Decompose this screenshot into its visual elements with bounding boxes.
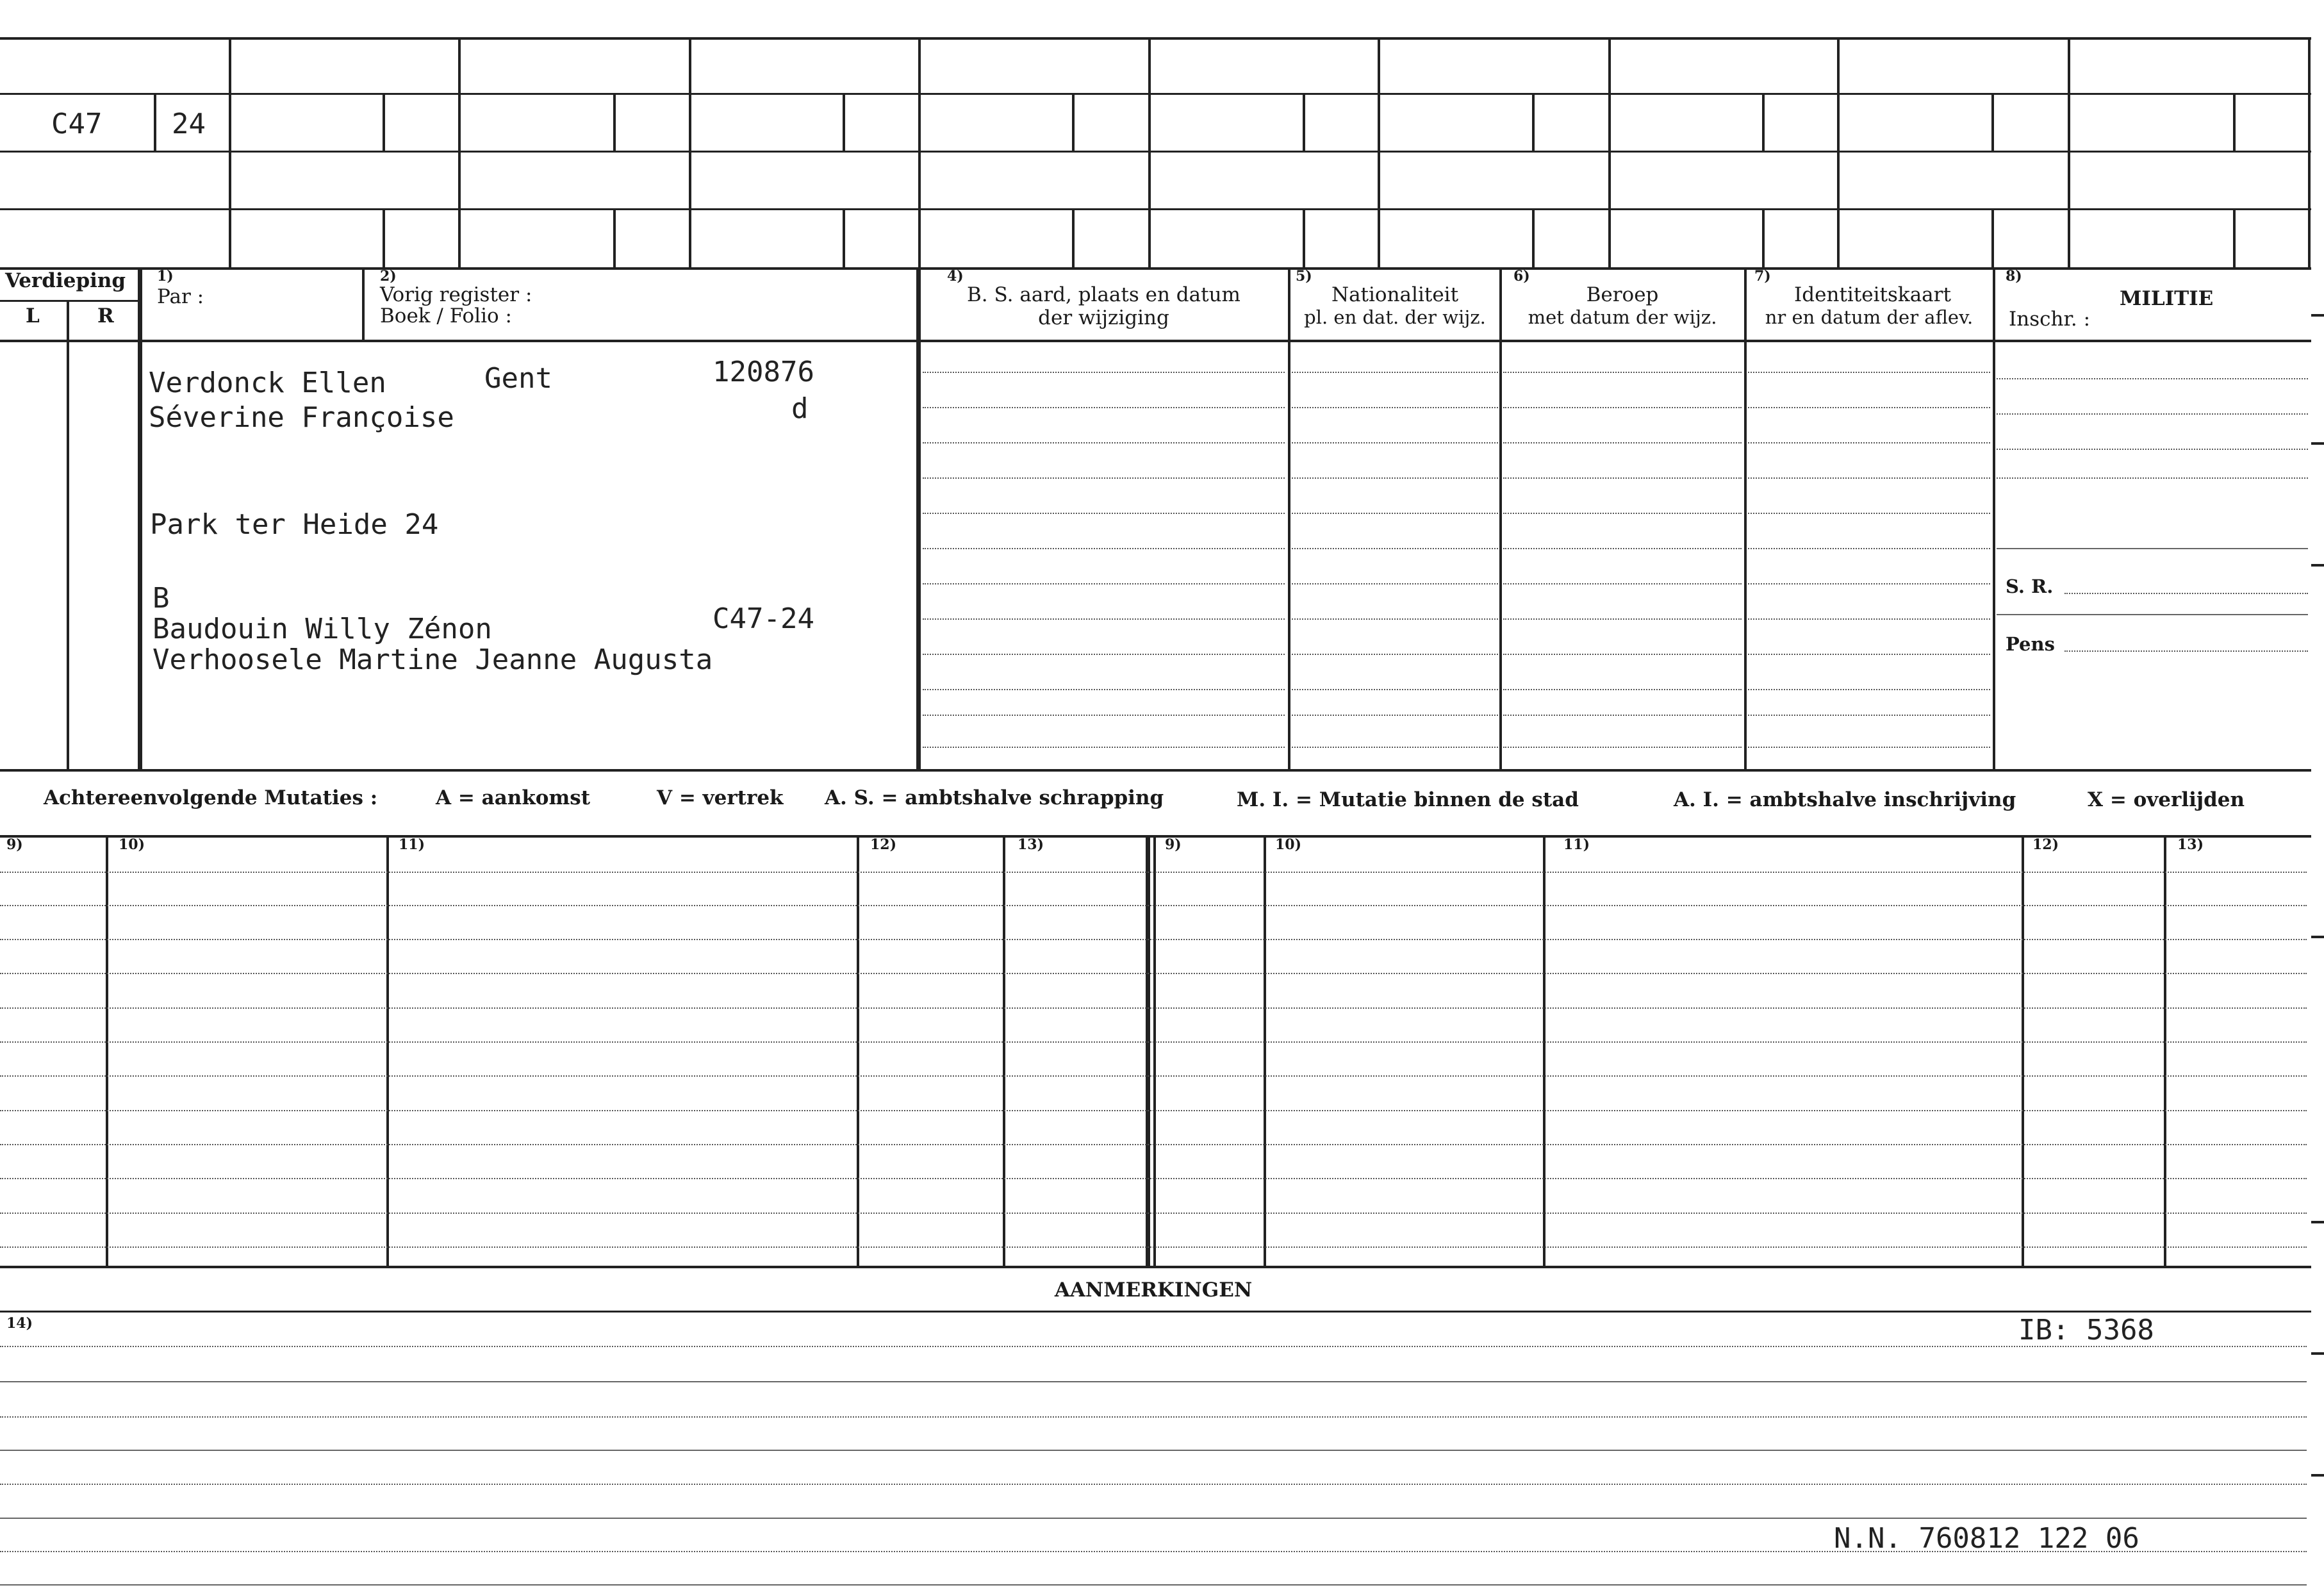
mutation-col-line (1153, 835, 1156, 1266)
mutations-bottom-line (0, 1266, 2311, 1268)
top-grid-col-line (1148, 37, 1151, 269)
top-grid-row-line (0, 208, 2311, 210)
entry-ref: C47-24 (713, 602, 814, 635)
top-grid-col-line (229, 37, 231, 269)
l-label: L (26, 304, 40, 327)
top-grid-half-line (1303, 93, 1305, 151)
entry-mother: Verhoosele Martine Jeanne Augusta (152, 643, 713, 676)
remarks-nn: N.N. 760812 122 06 (1834, 1522, 2139, 1555)
legend-a: A = aankomst (436, 786, 591, 809)
vorig-register-label: Vorig register : (380, 283, 532, 306)
main-bottom-line (0, 769, 2311, 772)
mutation-col-line (2022, 835, 2024, 1266)
top-grid-half-line (1072, 93, 1075, 151)
top-grid-half-line (843, 208, 845, 267)
top-grid-half-line (1303, 208, 1305, 267)
top-grid-col-line (1378, 37, 1380, 269)
entry-address: Park ter Heide 24 (150, 508, 439, 541)
remarks-ib: IB: 5368 (2018, 1314, 2154, 1346)
top-grid-col-line (689, 37, 691, 269)
col7-label1: Identiteitskaart (1794, 283, 1951, 306)
mutation-col-number: 11) (399, 836, 425, 853)
col5-line (1288, 267, 1290, 769)
top-grid-half-line (383, 208, 385, 267)
top-grid-col-line (918, 37, 921, 269)
mutation-col-line (2164, 835, 2166, 1266)
mutations-label: Achtereenvolgende Mutaties : (44, 786, 378, 809)
mutation-col-number: 10) (1275, 836, 1302, 853)
legend-ai: A. I. = ambtshalve inschrijving (1674, 788, 2016, 811)
col6-label1: Beroep (1586, 283, 1659, 306)
mutation-col-line (857, 835, 859, 1266)
col1-line (138, 267, 142, 769)
top-border-line (0, 37, 2311, 40)
entry-name1: Verdonck Ellen (149, 367, 386, 399)
entry-date: 120876 (713, 356, 814, 388)
mutation-col-number: 10) (119, 836, 145, 853)
top-grid-col-line (458, 37, 461, 269)
mutation-col-number: 12) (2032, 836, 2059, 853)
top-grid-half-line (843, 93, 845, 151)
verdieping-split-line (0, 300, 140, 302)
mutation-divider-line (1146, 835, 1150, 1266)
main-header-line (0, 340, 2311, 342)
col6-number: 6) (1513, 268, 1530, 285)
col6-line (1499, 267, 1502, 769)
top-grid-col-line (2308, 37, 2311, 269)
mutation-col-number: 11) (1563, 836, 1590, 853)
verdieping-mid-line (67, 300, 69, 769)
sr-label: S. R. (2006, 576, 2054, 597)
top-grid-half-line (383, 93, 385, 151)
top-grid-col-line (2068, 37, 2070, 269)
top-grid-bottom-line (0, 267, 2311, 270)
col4-number: 4) (947, 268, 964, 285)
col7-number: 7) (1754, 268, 1771, 285)
col8-number: 8) (2006, 268, 2022, 285)
pens-label: Pens (2006, 633, 2055, 655)
top-grid-half-line (1072, 208, 1075, 267)
militie-label: MILITIE (2120, 287, 2214, 310)
mutation-col-number: 13) (1018, 836, 1044, 853)
remarks-number: 14) (6, 1315, 33, 1332)
header-number: 24 (172, 108, 206, 140)
top-grid-half-line (1762, 208, 1765, 267)
top-grid-row-line (0, 151, 2311, 153)
top-grid-col-line (1837, 37, 1840, 269)
col1-number: 1) (157, 268, 174, 285)
remarks-header-line (0, 1311, 2311, 1313)
top-grid-half-line (613, 93, 616, 151)
r-label: R (97, 304, 114, 327)
col5-number: 5) (1296, 268, 1312, 285)
col4-label2: der wijziging (1038, 306, 1169, 329)
entry-father: Baudouin Willy Zénon (152, 613, 492, 645)
mutation-col-number: 9) (6, 836, 23, 853)
col7-line (1744, 267, 1747, 769)
legend-mi: M. I. = Mutatie binnen de stad (1237, 788, 1579, 811)
mutation-col-line (1264, 835, 1266, 1266)
remarks-title: AANMERKINGEN (1054, 1279, 1253, 1302)
entry-city: Gent (484, 362, 552, 395)
mutation-col-line (1003, 835, 1005, 1266)
col2-number: 2) (380, 268, 397, 285)
top-grid-half-line (1532, 93, 1535, 151)
col2-line (362, 267, 365, 340)
top-grid-half-line (1991, 208, 1994, 267)
mutation-col-line (386, 835, 389, 1266)
col7-label2: nr en datum der aflev. (1765, 306, 1974, 328)
top-grid-half-line (1762, 93, 1765, 151)
par-label: Par : (157, 285, 204, 308)
verdieping-label: Verdieping (5, 269, 126, 292)
col4-label1: B. S. aard, plaats en datum (967, 283, 1240, 306)
legend-v: V = vertrek (657, 786, 784, 809)
col5-label1: Nationaliteit (1331, 283, 1459, 306)
boek-folio-label: Boek / Folio : (380, 304, 512, 327)
col4-line (916, 267, 921, 769)
entry-sex: d (791, 392, 809, 425)
mutation-col-number: 9) (1165, 836, 1182, 853)
col5-label2: pl. en dat. der wijz. (1304, 306, 1486, 328)
top-grid-half-line (1991, 93, 1994, 151)
entry-b: B (152, 582, 170, 615)
top-grid-row-line (0, 93, 2311, 95)
legend-as: A. S. = ambtshalve schrapping (825, 786, 1164, 809)
top-grid-half-line (1532, 208, 1535, 267)
top-grid-half-line (2233, 208, 2236, 267)
header-code: C47 (51, 108, 103, 140)
top-grid-half-line (613, 208, 616, 267)
mutation-col-line (106, 835, 108, 1266)
top-grid-col-line (1608, 37, 1611, 269)
col6-label2: met datum der wijz. (1528, 306, 1717, 328)
top-grid-half-line (2233, 93, 2236, 151)
mutation-col-number: 13) (2177, 836, 2204, 853)
legend-x: X = overlijden (2088, 788, 2245, 811)
mutation-col-line (1543, 835, 1545, 1266)
inschr-label: Inschr. : (2009, 308, 2091, 331)
col8-line (1993, 267, 1995, 769)
mutation-col-number: 12) (870, 836, 897, 853)
top-grid-half-line (154, 93, 156, 151)
entry-name2: Séverine Françoise (149, 401, 454, 434)
